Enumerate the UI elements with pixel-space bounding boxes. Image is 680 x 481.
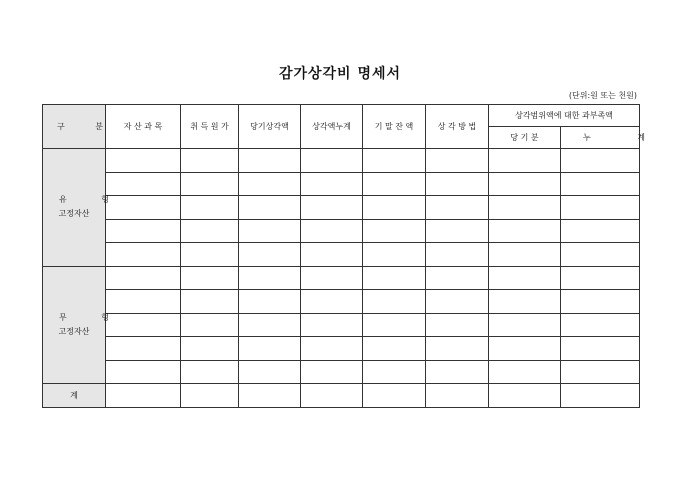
cell[interactable] — [301, 313, 363, 337]
table-row — [43, 243, 640, 267]
cell[interactable] — [561, 196, 640, 220]
cell[interactable] — [106, 149, 181, 173]
total-label: 계 — [43, 384, 106, 408]
header-excess-cumulative: 누 계 — [561, 127, 640, 149]
header-accumulated-depreciation: 상각액누계 — [301, 105, 363, 149]
cell[interactable] — [489, 337, 561, 361]
document-title: 감가상각비 명세서 — [278, 66, 402, 82]
header-ending-balance: 기 말 잔 액 — [363, 105, 426, 149]
cell[interactable] — [181, 360, 239, 384]
group-label-intangible: 무 형 고정자산 — [43, 266, 106, 384]
total-row — [43, 384, 640, 408]
cell[interactable] — [426, 384, 489, 408]
cell[interactable] — [239, 384, 301, 408]
cell[interactable] — [489, 266, 561, 290]
cell[interactable] — [561, 360, 640, 384]
cell[interactable] — [239, 266, 301, 290]
cell[interactable] — [106, 219, 181, 243]
cell[interactable] — [363, 290, 426, 314]
cell[interactable] — [106, 290, 181, 314]
cell[interactable] — [489, 384, 561, 408]
cell[interactable] — [561, 337, 640, 361]
cell[interactable] — [561, 313, 640, 337]
cell[interactable] — [106, 337, 181, 361]
cell[interactable] — [239, 360, 301, 384]
header-asset-account: 자 산 과 목 — [106, 105, 181, 149]
cell[interactable] — [426, 313, 489, 337]
cell[interactable] — [426, 243, 489, 267]
cell[interactable] — [426, 266, 489, 290]
cell[interactable] — [239, 172, 301, 196]
group-label-tangible: 유 형 고정자산 — [43, 149, 106, 267]
cell[interactable] — [489, 196, 561, 220]
cell[interactable] — [239, 196, 301, 220]
table-row — [43, 219, 640, 243]
cell[interactable] — [363, 172, 426, 196]
cell[interactable] — [301, 172, 363, 196]
unit-note: (단위:원 또는 천원) — [568, 91, 637, 100]
cell[interactable] — [239, 290, 301, 314]
cell[interactable] — [363, 360, 426, 384]
cell[interactable] — [363, 149, 426, 173]
cell[interactable] — [561, 384, 640, 408]
cell[interactable] — [489, 243, 561, 267]
header-category: 구 분 — [43, 105, 106, 149]
cell[interactable] — [426, 149, 489, 173]
table-row — [43, 313, 640, 337]
cell[interactable] — [106, 172, 181, 196]
cell[interactable] — [426, 172, 489, 196]
table-row — [43, 196, 640, 220]
cell[interactable] — [181, 243, 239, 267]
header-excess-current: 당 기 분 — [489, 127, 561, 149]
table-row — [43, 266, 640, 290]
cell[interactable] — [363, 337, 426, 361]
cell[interactable] — [489, 290, 561, 314]
cell[interactable] — [106, 266, 181, 290]
cell[interactable] — [301, 219, 363, 243]
cell[interactable] — [489, 149, 561, 173]
cell[interactable] — [489, 313, 561, 337]
cell[interactable] — [561, 219, 640, 243]
table-row — [43, 149, 640, 173]
cell[interactable] — [239, 243, 301, 267]
cell[interactable] — [181, 196, 239, 220]
cell[interactable] — [239, 219, 301, 243]
header-excess-group: 상각범위액에 대한 과부족액 — [489, 105, 640, 127]
cell[interactable] — [301, 149, 363, 173]
cell[interactable] — [239, 337, 301, 361]
cell[interactable] — [363, 243, 426, 267]
cell[interactable] — [301, 196, 363, 220]
header-depreciation-method: 상 각 방 법 — [426, 105, 489, 149]
cell[interactable] — [363, 384, 426, 408]
cell[interactable] — [489, 219, 561, 243]
cell[interactable] — [301, 266, 363, 290]
cell[interactable] — [561, 266, 640, 290]
cell[interactable] — [489, 172, 561, 196]
cell[interactable] — [426, 360, 489, 384]
cell[interactable] — [301, 290, 363, 314]
cell[interactable] — [561, 243, 640, 267]
cell[interactable] — [426, 196, 489, 220]
table-row — [43, 360, 640, 384]
cell[interactable] — [239, 313, 301, 337]
depreciation-table — [42, 104, 667, 408]
cell[interactable] — [301, 337, 363, 361]
cell[interactable] — [181, 384, 239, 408]
table-row — [43, 337, 640, 361]
cell[interactable] — [363, 266, 426, 290]
cell[interactable] — [181, 266, 239, 290]
cell[interactable] — [561, 172, 640, 196]
cell[interactable] — [561, 149, 640, 173]
cell[interactable] — [181, 313, 239, 337]
table-row — [43, 172, 640, 196]
cell[interactable] — [561, 290, 640, 314]
cell[interactable] — [426, 219, 489, 243]
cell[interactable] — [239, 149, 301, 173]
cell[interactable] — [106, 243, 181, 267]
cell[interactable] — [363, 196, 426, 220]
cell[interactable] — [106, 384, 181, 408]
cell[interactable] — [426, 290, 489, 314]
cell[interactable] — [106, 360, 181, 384]
header-acquisition-cost: 취 득 원 가 — [181, 105, 239, 149]
cell[interactable] — [301, 243, 363, 267]
cell[interactable] — [181, 290, 239, 314]
cell[interactable] — [301, 360, 363, 384]
cell[interactable] — [363, 219, 426, 243]
table-row — [43, 290, 640, 314]
cell[interactable] — [301, 384, 363, 408]
header-current-depreciation: 당기상각액 — [239, 105, 301, 149]
cell[interactable] — [181, 219, 239, 243]
cell[interactable] — [181, 172, 239, 196]
cell[interactable] — [489, 360, 561, 384]
cell[interactable] — [426, 337, 489, 361]
cell[interactable] — [181, 337, 239, 361]
cell[interactable] — [181, 149, 239, 173]
header-row — [43, 105, 640, 127]
cell[interactable] — [363, 313, 426, 337]
